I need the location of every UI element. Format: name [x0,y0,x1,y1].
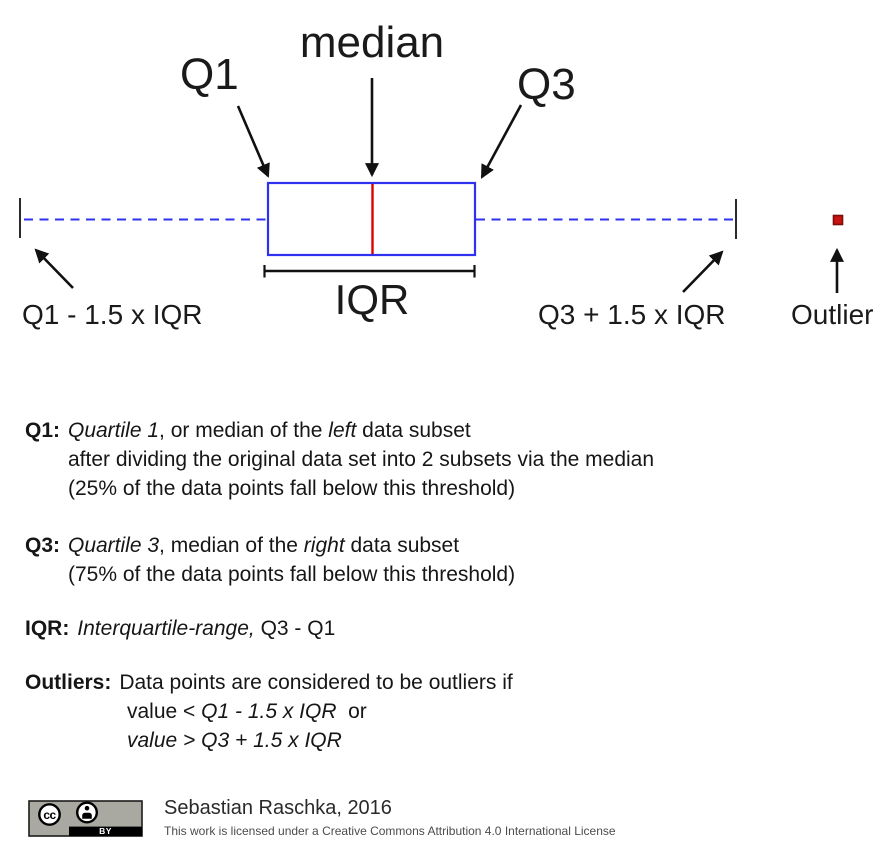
term-outliers: Outliers: [25,671,112,694]
text-segment: data subset [356,419,471,442]
term-q1: Q1: [25,419,61,442]
text-segment: left [328,419,357,442]
q3-arrow [482,105,521,177]
cc-by-badge [28,800,143,837]
license-text: This work is licensed under a Creative Commons Attribution 4.0 International License [164,824,616,838]
definition-q3 [25,531,515,589]
definition-q3-line1 [25,531,515,560]
outlier-point [834,216,843,225]
upper-fence-label: Q3 + 1.5 x IQR [538,299,726,330]
q1-label: Q1 [180,50,239,99]
attribution-person-icon [77,803,97,823]
person-head [85,806,90,811]
q3-label: Q3 [517,60,576,109]
definition-q1-line1 [25,416,654,445]
text-segment: Q3 - Q1 [254,617,336,640]
text-segment: Interquartile-range, [77,617,255,640]
text-segment: data subset [344,534,460,557]
definition-iqr-line1 [25,614,335,643]
text-segment: or [348,700,367,723]
definition-q3-line2: (75% of the data points fall below this threshold) [68,563,516,586]
definition-q1-line3: (25% of the data points fall below this threshold) [68,477,516,500]
text-segment: value < [127,700,202,723]
text-segment: , or median of the [159,419,329,442]
lower-fence-label: Q1 - 1.5 x IQR [22,299,203,330]
cc-logo-letters: cc [43,807,56,822]
text-segment: Quartile 3 [67,534,160,557]
person-body [82,813,92,819]
text-segment: , median of the [159,534,304,557]
definition-outliers [25,668,513,755]
text-segment: Q1 - 1.5 x IQR [201,700,337,723]
definition-outliers-line1 [25,668,513,697]
definition-q1 [25,416,654,503]
lower-fence-arrow [36,250,73,288]
median-label: median [299,18,445,67]
iqr-label: IQR [334,276,410,323]
definition-iqr [25,614,335,643]
upper-fence-arrow [683,252,722,292]
q1-arrow [238,106,268,176]
term-q3: Q3: [25,534,61,557]
by-label: BY [99,826,112,837]
definition-outliers-line2 [25,697,513,726]
author-credit: Sebastian Raschka, 2016 [164,797,392,819]
outlier-label: Outlier [791,299,874,330]
text-segment: Quartile 1 [67,419,160,442]
definition-q1-line2: after dividing the original data set into 2 subsets via the median [68,448,655,471]
term-iqr: IQR: [25,617,70,640]
text-segment: Data points are considered to be outliers if [119,671,513,694]
definition-outliers-line3: value > Q3 + 1.5 x IQR [127,729,342,752]
text-segment: right [303,534,345,557]
